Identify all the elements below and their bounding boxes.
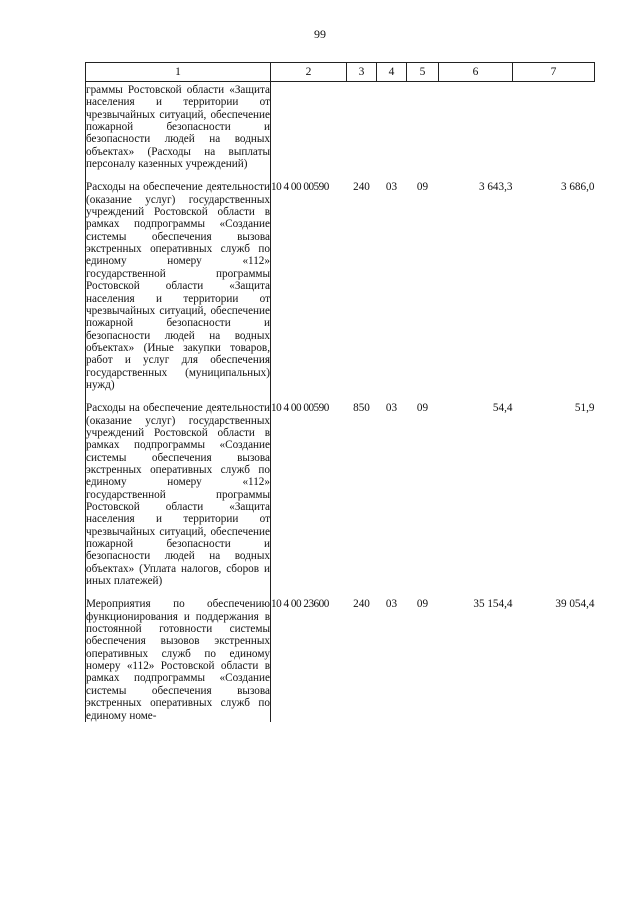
sum2-cell [513,82,595,182]
code-cell: 10 4 00 00590 [271,402,329,415]
pr-cell [407,82,439,182]
vr-cell: 850 [353,402,370,415]
sum2-cell: 51,9 [574,402,595,415]
code-cell: 10 4 00 00590 [271,181,329,194]
header-col-2: 2 [271,63,347,82]
description-cell [86,181,271,402]
rz-cell [377,82,407,182]
code-cell: 10 4 00 23600 [271,598,329,611]
row-description: граммы Ростовской области «Защита населения и территории от чрезвычайных ситуаций, обеспечение пожарной безопасности и безопасности людей на водных объектах» (Расходы на выплаты персоналу казенных учреждений) [86,84,270,171]
description-cell [86,82,271,182]
header-col-1: 1 [86,63,271,82]
vr-cell [347,82,377,182]
row-description: Расходы на обеспечение деятельности (оказание услуг) государственных учреждений Ростовской области в рамках подпрограммы «Создание системы обеспечения вызова экстренных оперативных служб по единому номеру «112» государственной программы Ростовской области «Защита населения и территории от чрезвычайных ситуаций, обеспечение пожарной безопасности и безопасности людей на водных объектах» (Уплата налогов, сборов и иных платежей) [86,402,270,588]
rz-cell: 03 [385,402,398,415]
header-row [86,63,595,82]
row-description: Мероприятия по обеспечению функционирования и поддержания в постоянной готовности системы обеспечения вызовов экстренных оперативных служб по единому номеру «112» Ростовской области в рамках подпрограммы «Создание системы обеспечения вызова экстренных оперативных служб по единому номе- [86,598,270,722]
table-row [86,402,595,598]
header-col-4: 4 [377,63,407,82]
description-cell [86,402,271,598]
vr-cell: 240 [353,181,370,194]
pr-cell: 09 [416,598,429,611]
header-col-6: 6 [439,63,513,82]
sum1-cell [439,82,513,182]
rz-cell: 03 [385,181,398,194]
page-number: 99 [314,27,326,41]
table-row [86,82,595,182]
rz-cell: 03 [385,598,398,611]
pr-cell: 09 [416,402,429,415]
sum1-cell: 35 154,4 [473,598,513,611]
header-col-3: 3 [347,63,377,82]
header-col-7: 7 [513,63,595,82]
vr-cell: 240 [353,598,370,611]
description-cell [86,598,271,721]
pr-cell: 09 [416,181,429,194]
sum2-cell: 39 054,4 [555,598,595,611]
budget-table [85,62,595,722]
sum1-cell: 54,4 [492,402,513,415]
row-description: Расходы на обеспечение деятельности (оказание услуг) государственных учреждений Ростовской области в рамках подпрограммы «Создание системы обеспечения вызова экстренных оперативных служб по единому номеру «112» государственной программы Ростовской области «Защита населения и территории от чрезвычайных ситуаций, обеспечение пожарной безопасности и безопасности людей на водных объектах» (Иные закупки товаров, работ и услуг для обеспечения государственных (муниципальных) нужд) [86,181,270,391]
code-cell [271,82,347,182]
table-row [86,598,595,721]
sum2-cell: 3 686,0 [560,181,595,194]
sum1-cell: 3 643,3 [478,181,513,194]
table-row [86,181,595,402]
header-col-5: 5 [407,63,439,82]
